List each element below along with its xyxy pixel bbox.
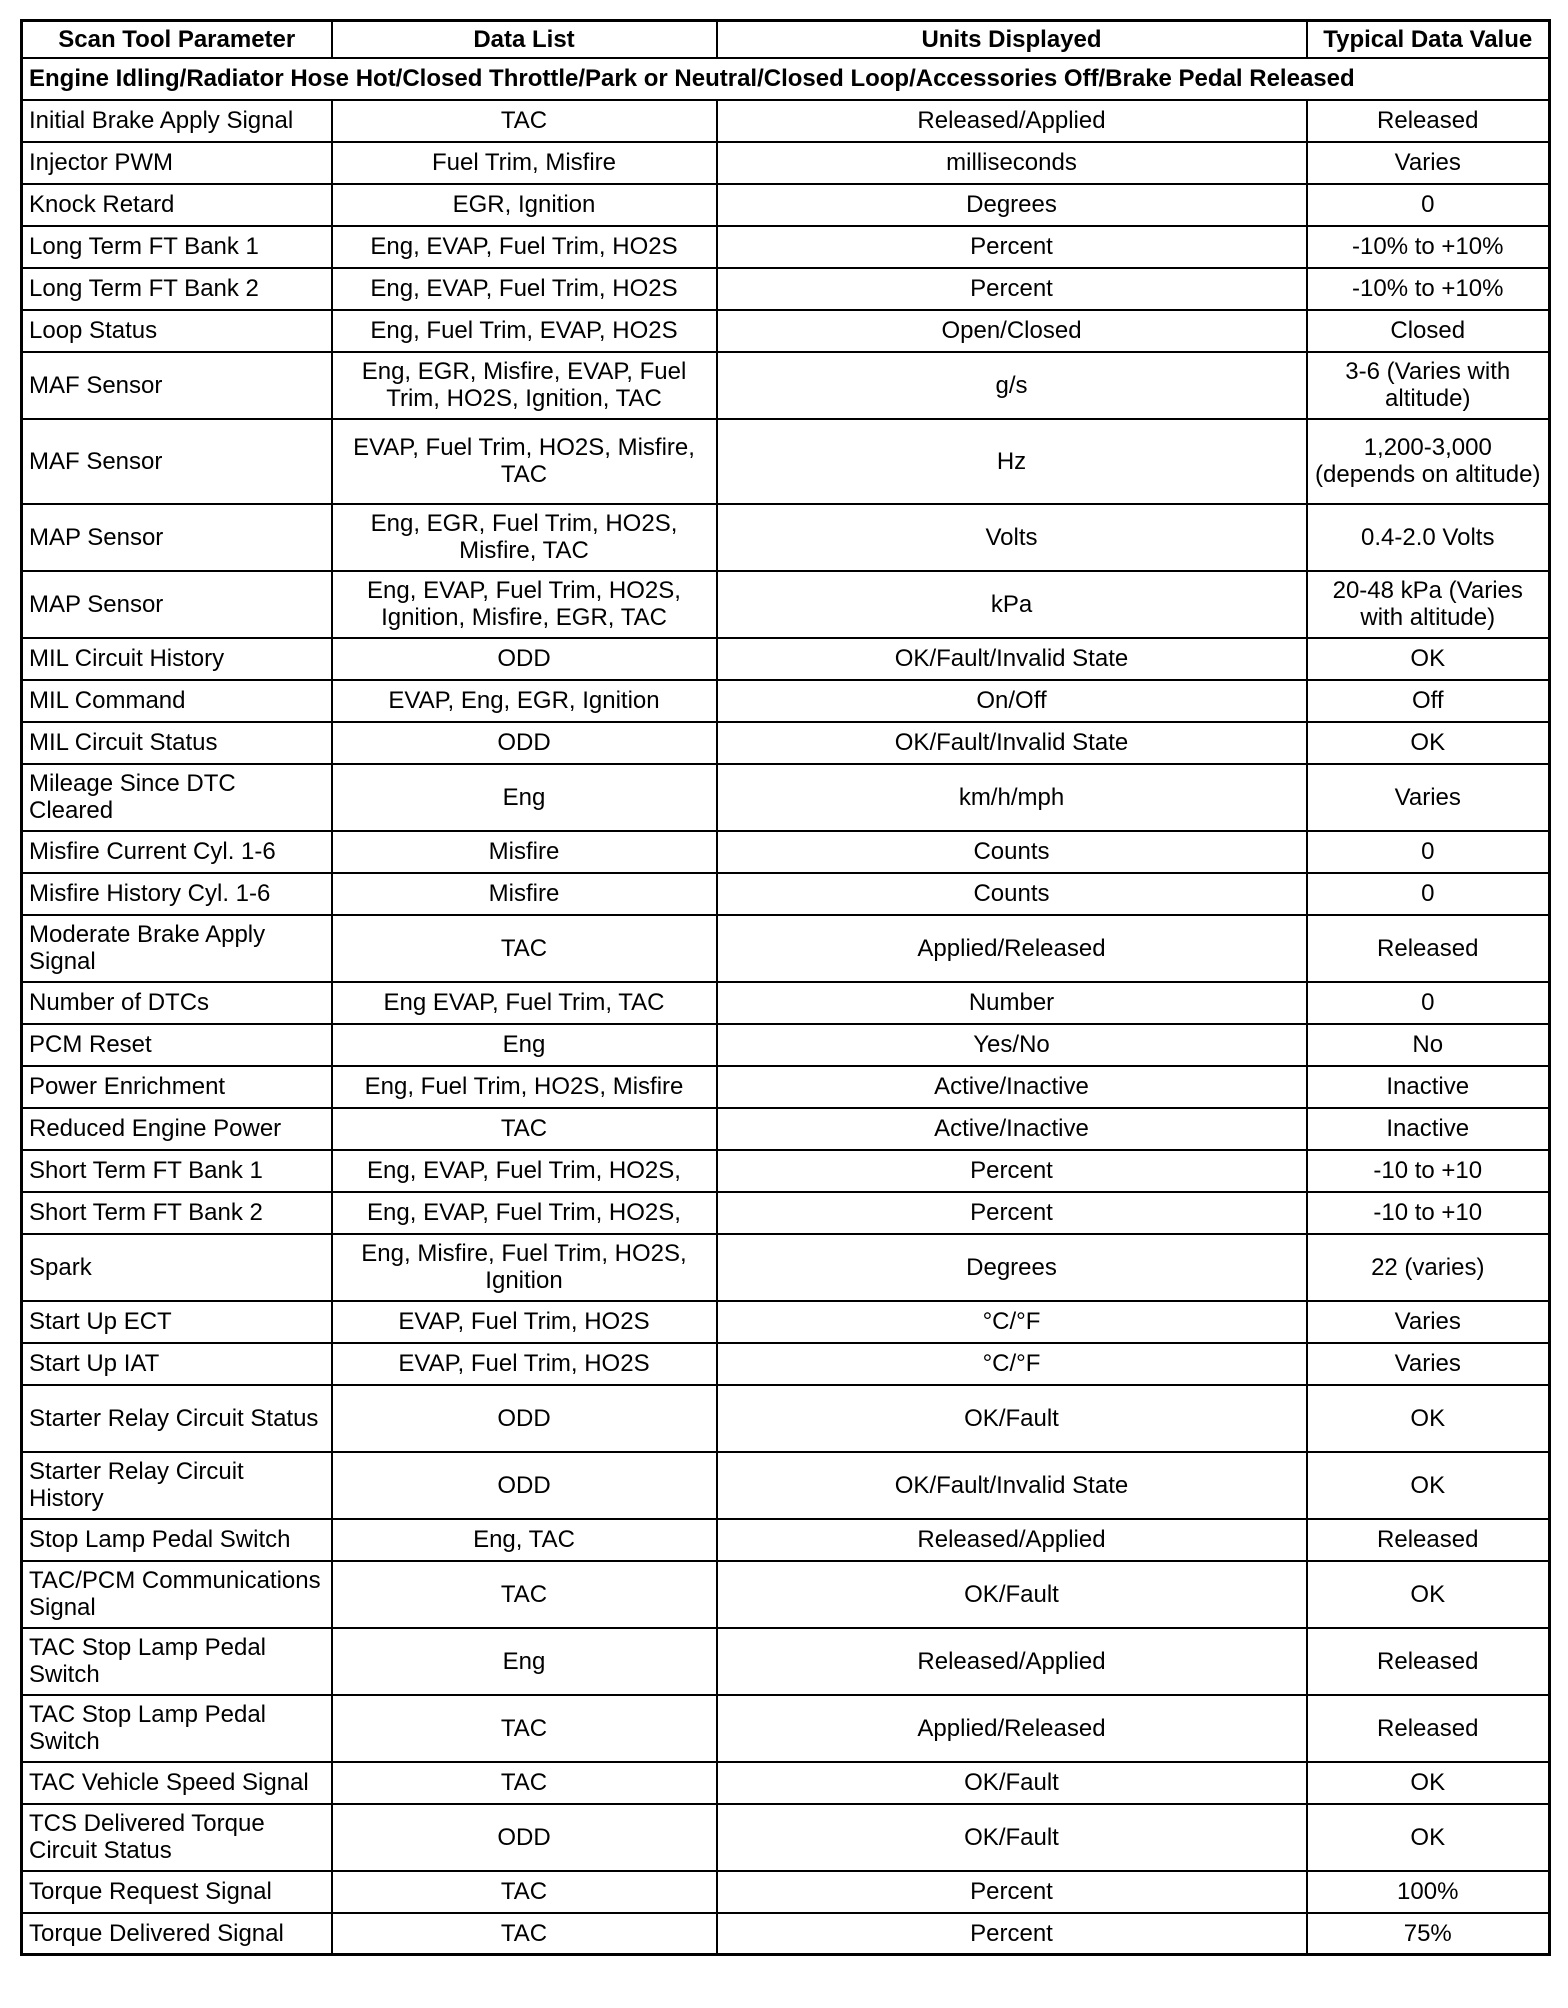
- table-row: [22, 1519, 1550, 1561]
- data-list-cell: Fuel Trim, Misfire: [332, 142, 717, 184]
- units-cell: Released/Applied: [717, 100, 1307, 142]
- typical-value-cell: Released: [1307, 1628, 1550, 1695]
- parameter-cell: Short Term FT Bank 1: [22, 1150, 332, 1192]
- header-data-list: Data List: [332, 21, 717, 58]
- units-cell: Released/Applied: [717, 1519, 1307, 1561]
- units-cell: Applied/Released: [717, 1695, 1307, 1762]
- typical-value-cell: -10% to +10%: [1307, 268, 1550, 310]
- parameter-cell: MIL Circuit Status: [22, 722, 332, 764]
- data-list-cell: EVAP, Fuel Trim, HO2S: [332, 1301, 717, 1343]
- typical-value-cell: 1,200-3,000 (depends on altitude): [1307, 419, 1550, 504]
- typical-value-cell: 22 (varies): [1307, 1234, 1550, 1301]
- typical-value-cell: OK: [1307, 638, 1550, 680]
- table-row: [22, 1385, 1550, 1452]
- parameter-cell: Long Term FT Bank 1: [22, 226, 332, 268]
- parameter-cell: Start Up ECT: [22, 1301, 332, 1343]
- typical-value-cell: 0: [1307, 184, 1550, 226]
- typical-value-cell: Varies: [1307, 1343, 1550, 1385]
- parameter-cell: Short Term FT Bank 2: [22, 1192, 332, 1234]
- data-list-cell: EGR, Ignition: [332, 184, 717, 226]
- data-list-cell: TAC: [332, 1871, 717, 1913]
- units-cell: Hz: [717, 419, 1307, 504]
- data-list-cell: TAC: [332, 1108, 717, 1150]
- table-row: [22, 226, 1550, 268]
- units-cell: Number: [717, 982, 1307, 1024]
- data-list-cell: Eng, Fuel Trim, EVAP, HO2S: [332, 310, 717, 352]
- parameter-cell: TAC/PCM Communications Signal: [22, 1561, 332, 1628]
- typical-value-cell: OK: [1307, 1762, 1550, 1804]
- parameter-cell: MAF Sensor: [22, 352, 332, 419]
- typical-value-cell: -10 to +10: [1307, 1192, 1550, 1234]
- typical-value-cell: -10 to +10: [1307, 1150, 1550, 1192]
- parameter-cell: Start Up IAT: [22, 1343, 332, 1385]
- units-cell: °C/°F: [717, 1343, 1307, 1385]
- data-list-cell: Eng: [332, 764, 717, 831]
- parameter-cell: PCM Reset: [22, 1024, 332, 1066]
- data-list-cell: Eng, EVAP, Fuel Trim, HO2S,: [332, 1192, 717, 1234]
- data-list-cell: Eng, TAC: [332, 1519, 717, 1561]
- data-list-cell: Eng, Misfire, Fuel Trim, HO2S, Ignition: [332, 1234, 717, 1301]
- parameter-cell: Moderate Brake Apply Signal: [22, 915, 332, 982]
- parameter-cell: Misfire Current Cyl. 1-6: [22, 831, 332, 873]
- table-row: [22, 764, 1550, 831]
- typical-value-cell: 0: [1307, 982, 1550, 1024]
- table-row: [22, 184, 1550, 226]
- typical-value-cell: Released: [1307, 100, 1550, 142]
- typical-value-cell: Inactive: [1307, 1066, 1550, 1108]
- parameter-cell: MAP Sensor: [22, 504, 332, 571]
- parameter-cell: Number of DTCs: [22, 982, 332, 1024]
- parameter-cell: Long Term FT Bank 2: [22, 268, 332, 310]
- data-list-cell: Eng, EVAP, Fuel Trim, HO2S: [332, 226, 717, 268]
- typical-value-cell: Closed: [1307, 310, 1550, 352]
- units-cell: On/Off: [717, 680, 1307, 722]
- table-row: [22, 1452, 1550, 1519]
- data-list-cell: ODD: [332, 722, 717, 764]
- typical-value-cell: 3-6 (Varies with altitude): [1307, 352, 1550, 419]
- units-cell: Yes/No: [717, 1024, 1307, 1066]
- header-row: [22, 21, 1550, 58]
- units-cell: Percent: [717, 268, 1307, 310]
- units-cell: milliseconds: [717, 142, 1307, 184]
- units-cell: OK/Fault/Invalid State: [717, 722, 1307, 764]
- typical-value-cell: Off: [1307, 680, 1550, 722]
- typical-value-cell: OK: [1307, 722, 1550, 764]
- data-list-cell: Eng, EGR, Misfire, EVAP, Fuel Trim, HO2S, Ignition, TAC: [332, 352, 717, 419]
- typical-value-cell: Varies: [1307, 142, 1550, 184]
- data-list-cell: ODD: [332, 1452, 717, 1519]
- units-cell: OK/Fault/Invalid State: [717, 1452, 1307, 1519]
- table-row: [22, 680, 1550, 722]
- typical-value-cell: Varies: [1307, 764, 1550, 831]
- scan-tool-data-table: [20, 19, 1551, 1956]
- typical-value-cell: Released: [1307, 1519, 1550, 1561]
- units-cell: Percent: [717, 1150, 1307, 1192]
- typical-value-cell: OK: [1307, 1385, 1550, 1452]
- table-row: [22, 1150, 1550, 1192]
- parameter-cell: MIL Circuit History: [22, 638, 332, 680]
- header-scan-tool-parameter: Scan Tool Parameter: [22, 21, 332, 58]
- table-row: [22, 100, 1550, 142]
- data-list-cell: EVAP, Fuel Trim, HO2S: [332, 1343, 717, 1385]
- typical-value-cell: No: [1307, 1024, 1550, 1066]
- table-row: [22, 1108, 1550, 1150]
- data-list-cell: TAC: [332, 915, 717, 982]
- units-cell: Open/Closed: [717, 310, 1307, 352]
- units-cell: Counts: [717, 873, 1307, 915]
- parameter-cell: Injector PWM: [22, 142, 332, 184]
- parameter-cell: Misfire History Cyl. 1-6: [22, 873, 332, 915]
- data-list-cell: Eng, EVAP, Fuel Trim, HO2S, Ignition, Misfire, EGR, TAC: [332, 571, 717, 638]
- units-cell: g/s: [717, 352, 1307, 419]
- units-cell: kPa: [717, 571, 1307, 638]
- table-row: [22, 982, 1550, 1024]
- typical-value-cell: Released: [1307, 1695, 1550, 1762]
- units-cell: Counts: [717, 831, 1307, 873]
- header-typical-data-value: Typical Data Value: [1307, 21, 1550, 58]
- parameter-cell: Torque Delivered Signal: [22, 1913, 332, 1955]
- table-row: [22, 310, 1550, 352]
- units-cell: °C/°F: [717, 1301, 1307, 1343]
- data-list-cell: EVAP, Fuel Trim, HO2S, Misfire, TAC: [332, 419, 717, 504]
- units-cell: Volts: [717, 504, 1307, 571]
- typical-value-cell: -10% to +10%: [1307, 226, 1550, 268]
- units-cell: OK/Fault/Invalid State: [717, 638, 1307, 680]
- units-cell: Percent: [717, 1913, 1307, 1955]
- table-row: [22, 1301, 1550, 1343]
- condition-text: Engine Idling/Radiator Hose Hot/Closed Throttle/Park or Neutral/Closed Loop/Accessories Off/Brake Pedal Released: [22, 58, 1550, 100]
- table-row: [22, 722, 1550, 764]
- data-list-cell: Eng, EVAP, Fuel Trim, HO2S: [332, 268, 717, 310]
- header-units-displayed: Units Displayed: [717, 21, 1307, 58]
- condition-row: [22, 58, 1550, 100]
- parameter-cell: TCS Delivered Torque Circuit Status: [22, 1804, 332, 1871]
- table-row: [22, 638, 1550, 680]
- table-row: [22, 268, 1550, 310]
- data-list-cell: TAC: [332, 100, 717, 142]
- units-cell: OK/Fault: [717, 1762, 1307, 1804]
- table-row: [22, 1024, 1550, 1066]
- units-cell: Applied/Released: [717, 915, 1307, 982]
- table-row: [22, 504, 1550, 571]
- typical-value-cell: 0: [1307, 873, 1550, 915]
- table-row: [22, 1066, 1550, 1108]
- table-row: [22, 831, 1550, 873]
- units-cell: Percent: [717, 1192, 1307, 1234]
- units-cell: Percent: [717, 226, 1307, 268]
- table-row: [22, 915, 1550, 982]
- table-row: [22, 1343, 1550, 1385]
- table-row: [22, 571, 1550, 638]
- typical-value-cell: Varies: [1307, 1301, 1550, 1343]
- data-list-cell: Eng: [332, 1628, 717, 1695]
- typical-value-cell: OK: [1307, 1804, 1550, 1871]
- table-row: [22, 1871, 1550, 1913]
- units-cell: km/h/mph: [717, 764, 1307, 831]
- data-list-cell: ODD: [332, 638, 717, 680]
- table-row: [22, 1192, 1550, 1234]
- parameter-cell: TAC Stop Lamp Pedal Switch: [22, 1695, 332, 1762]
- units-cell: Degrees: [717, 1234, 1307, 1301]
- units-cell: OK/Fault: [717, 1385, 1307, 1452]
- parameter-cell: Reduced Engine Power: [22, 1108, 332, 1150]
- parameter-cell: Knock Retard: [22, 184, 332, 226]
- table-row: [22, 1762, 1550, 1804]
- table-row: [22, 1804, 1550, 1871]
- parameter-cell: Stop Lamp Pedal Switch: [22, 1519, 332, 1561]
- units-cell: Released/Applied: [717, 1628, 1307, 1695]
- data-list-cell: Eng, EVAP, Fuel Trim, HO2S,: [332, 1150, 717, 1192]
- data-list-cell: TAC: [332, 1913, 717, 1955]
- parameter-cell: TAC Stop Lamp Pedal Switch: [22, 1628, 332, 1695]
- data-list-cell: ODD: [332, 1385, 717, 1452]
- typical-value-cell: OK: [1307, 1561, 1550, 1628]
- parameter-cell: Starter Relay Circuit Status: [22, 1385, 332, 1452]
- table-row: [22, 1234, 1550, 1301]
- data-list-cell: TAC: [332, 1695, 717, 1762]
- data-list-cell: Eng EVAP, Fuel Trim, TAC: [332, 982, 717, 1024]
- typical-value-cell: 0.4-2.0 Volts: [1307, 504, 1550, 571]
- parameter-cell: Spark: [22, 1234, 332, 1301]
- units-cell: Percent: [717, 1871, 1307, 1913]
- table-row: [22, 142, 1550, 184]
- parameter-cell: Power Enrichment: [22, 1066, 332, 1108]
- units-cell: OK/Fault: [717, 1804, 1307, 1871]
- typical-value-cell: 75%: [1307, 1913, 1550, 1955]
- data-list-cell: TAC: [332, 1762, 717, 1804]
- parameter-cell: TAC Vehicle Speed Signal: [22, 1762, 332, 1804]
- table-row: [22, 1913, 1550, 1955]
- typical-value-cell: 0: [1307, 831, 1550, 873]
- parameter-cell: Starter Relay Circuit History: [22, 1452, 332, 1519]
- data-list-cell: TAC: [332, 1561, 717, 1628]
- data-list-cell: ODD: [332, 1804, 717, 1871]
- table-row: [22, 1561, 1550, 1628]
- parameter-cell: MAP Sensor: [22, 571, 332, 638]
- table-row: [22, 419, 1550, 504]
- table-row: [22, 873, 1550, 915]
- units-cell: Active/Inactive: [717, 1066, 1307, 1108]
- units-cell: Degrees: [717, 184, 1307, 226]
- typical-value-cell: 100%: [1307, 1871, 1550, 1913]
- parameter-cell: Loop Status: [22, 310, 332, 352]
- typical-value-cell: Released: [1307, 915, 1550, 982]
- typical-value-cell: OK: [1307, 1452, 1550, 1519]
- data-list-cell: Misfire: [332, 873, 717, 915]
- typical-value-cell: Inactive: [1307, 1108, 1550, 1150]
- table-row: [22, 352, 1550, 419]
- table-row: [22, 1628, 1550, 1695]
- parameter-cell: MAF Sensor: [22, 419, 332, 504]
- parameter-cell: MIL Command: [22, 680, 332, 722]
- parameter-cell: Mileage Since DTC Cleared: [22, 764, 332, 831]
- data-list-cell: Eng: [332, 1024, 717, 1066]
- parameter-cell: Torque Request Signal: [22, 1871, 332, 1913]
- units-cell: OK/Fault: [717, 1561, 1307, 1628]
- data-list-cell: Misfire: [332, 831, 717, 873]
- data-list-cell: EVAP, Eng, EGR, Ignition: [332, 680, 717, 722]
- document-sheet: [20, 19, 1548, 1956]
- data-list-cell: Eng, EGR, Fuel Trim, HO2S, Misfire, TAC: [332, 504, 717, 571]
- units-cell: Active/Inactive: [717, 1108, 1307, 1150]
- parameter-cell: Initial Brake Apply Signal: [22, 100, 332, 142]
- typical-value-cell: 20-48 kPa (Varies with altitude): [1307, 571, 1550, 638]
- table-row: [22, 1695, 1550, 1762]
- data-list-cell: Eng, Fuel Trim, HO2S, Misfire: [332, 1066, 717, 1108]
